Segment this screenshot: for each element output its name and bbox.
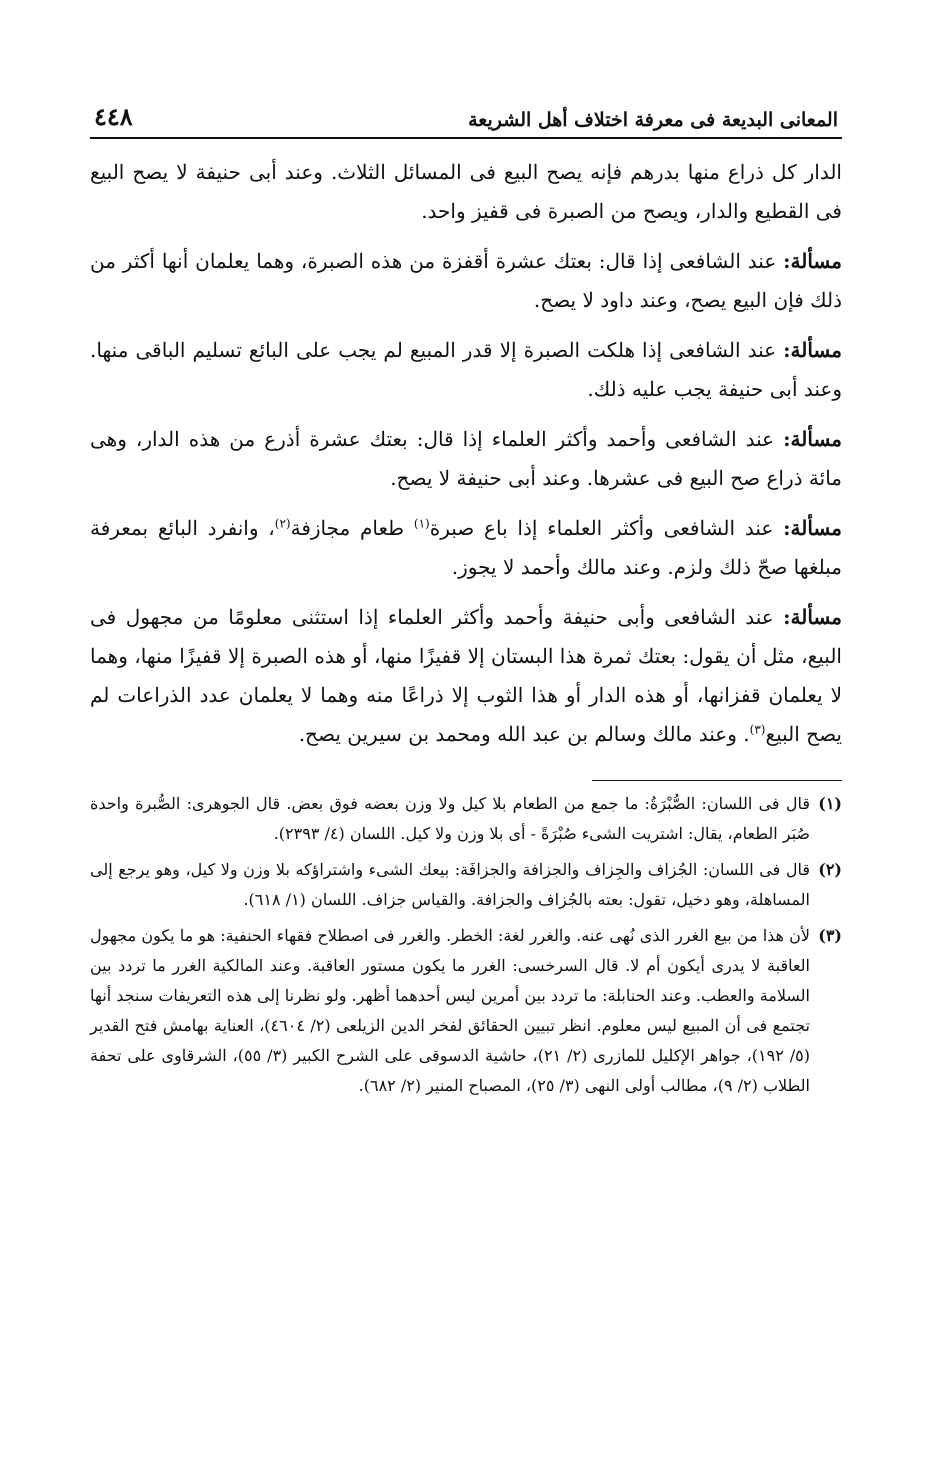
masala-label: مسألة: [783,427,843,451]
footnote-number: (٣) [818,926,842,945]
footnote-number: (٢) [818,860,842,879]
book-title: المعانى البديعة فى معرفة اختلاف أهل الشريعة [468,109,838,131]
page-header [90,95,842,139]
footnote-1 [90,789,842,849]
masala-label: مسألة: [783,605,842,629]
main-text [90,153,842,754]
paragraph-continuation [90,153,842,231]
book-page [90,95,842,1107]
footnote-text: قال فى اللسان: الصُّبْرَةُ: ما جمع من الطعام بلا كيل ولا وزن بعضه فوق بعض. قال الجوهرى: الصُّبرة واحدة صُبَر الطعام، يقال: اشتريت الشىء صُبْرَةً - أى بلا وزن ولا كيل. اللسان (٤/ ٢٣٩٣). [90,794,810,843]
masala-label: مسألة: [783,249,842,273]
masala-paragraph [90,420,842,498]
footnote-3 [90,921,842,1101]
footnote-text: قال فى اللسان: الجُزاف والجِزاف والجزافة والجزافَة: بيعك الشىء واشتراؤكه بلا وزن ولا كيل، وهو يرجع إلى المساهلة، وهو دخيل، تقول: بعته بالجُزاف والجزافة. والقياس جزاف. اللسان (١/ ٦١٨). [90,860,810,909]
masala-paragraph [90,509,842,587]
masala-text: عند الشافعى إذا قال: بعتك عشرة أقفزة من هذه الصبرة، وهما يعلمان أنها أكثر من ذلك فإن البيع يصح، وعند داود لا يصح. [90,249,842,312]
footnotes-section [90,789,842,1101]
masala-paragraph [90,242,842,320]
footnote-ref-3[interactable]: (٣) [749,722,766,737]
masala-text: طعام مجازفة [290,516,414,540]
footnote-ref-2[interactable]: (٢) [274,516,291,531]
page-number: ٤٤٨ [94,102,133,131]
masala-text: عند الشافعى وأبى حنيفة وأحمد وأكثر العلماء إذا استثنى معلومًا من مجهول فى البيع، مثل أن يقول: بعتك ثمرة هذا البستان إلا قفيزًا منها، أو هذه الصبرة إلا قفيزًا منها، وهما لا يعلمان قفزانها، أو هذه الدار أو هذا الثوب إلا ذراعًا منه وهما لا يعلمان عدد الذراعات لم يصح البيع [90,605,842,746]
footnote-divider [592,780,842,781]
masala-text: عند الشافعى وأكثر العلماء إذا باع صبرة [429,516,774,540]
footnote-ref-1[interactable]: (١) [413,516,430,531]
masala-text: ، وانفرد البائع بمعرفة مبلغها صحّ ذلك ولزم. وعند مالك وأحمد لا يجوز. [90,516,842,579]
masala-label: مسألة: [783,516,842,540]
footnote-text: لأن هذا من بيع الغرر الذى نُهى عنه. والغرر لغة: الخطر. والغرر فى اصطلاح فقهاء الحنفية: هو ما يكون مجهول العاقبة لا يدرى أيكون أم لا. قال السرخسى: الغرر ما يكون مستور العاقبة. وعند المالكية الغرر ما تردد بين السلامة والعطب. وعند الحنابلة: ما تردد بين أمرين ليس أحدهما أظهر. ولو نظرنا إلى هذه التعريفات سنجد أنها تجتمع فى أن المبيع ليس معلوم. انظر تبيين الحقائق لفخر الدين الزيلعى (٢/ ٤٦٠٤)، العناية بهامش فتح القدير (٥/ ١٩٢)، جواهر الإكليل للمازرى (٢/ ٢١)، حاشية الدسوقى على الشرح الكبير (٣/ ٥٥)، الشرقاوى على تحفة الطلاب (٢/ ٩)، مطالب أولى النهى (٣/ ٢٥)، المصباح المنير (٢/ ٦٨٢). [90,926,811,1095]
masala-paragraph [90,331,842,409]
masala-label: مسألة: [783,338,842,362]
paragraph-text: الدار كل ذراع منها بدرهم فإنه يصح البيع فى المسائل الثلاث. وعند أبى حنيفة لا يصح البيع فى القطيع والدار، ويصح من الصبرة فى قفيز واحد. [90,160,842,223]
footnote-2 [90,855,842,915]
masala-paragraph [90,598,842,754]
masala-text: . وعند مالك وسالم بن عبد الله ومحمد بن سيرين يصح. [298,722,750,746]
masala-text: عند الشافعى إذا هلكت الصبرة إلا قدر المبيع لم يجب على البائع تسليم الباقى منها. وعند أبى حنيفة يجب عليه ذلك. [90,338,842,401]
masala-text: عند الشافعى وأحمد وأكثر العلماء إذا قال: بعتك عشرة أذرع من هذه الدار، وهى مائة ذراع صح البيع فى عشرها. وعند أبى حنيفة لا يصح. [90,427,842,490]
footnote-number: (١) [818,794,842,813]
